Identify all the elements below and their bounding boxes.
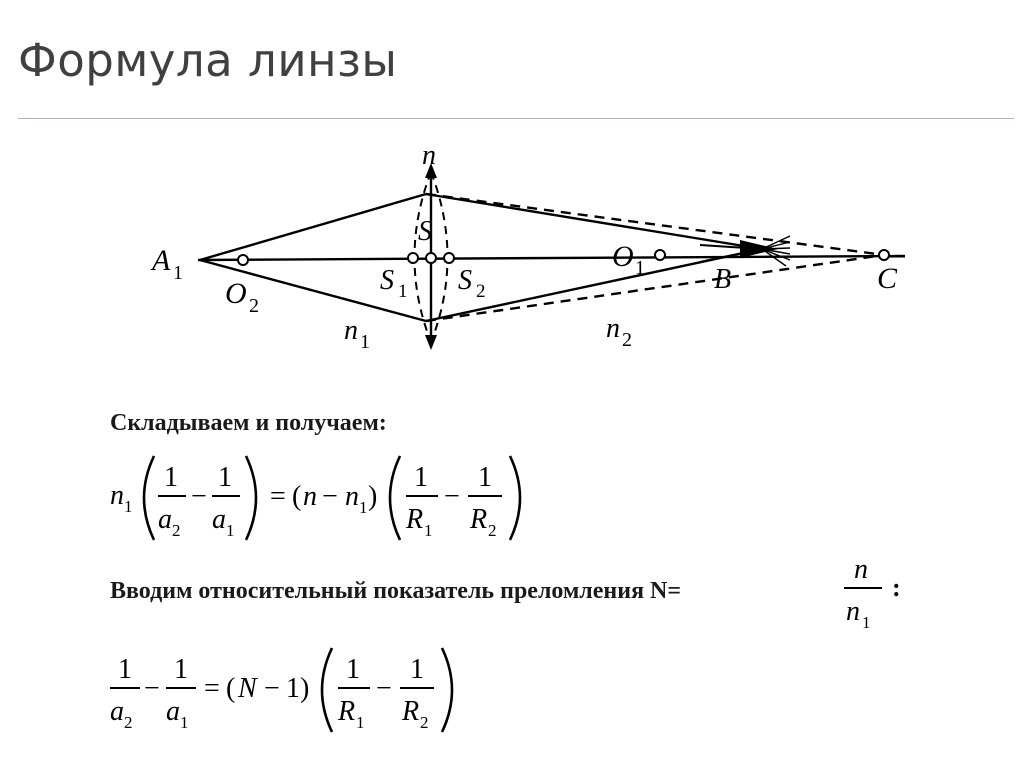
f2-R1: R — [338, 696, 356, 727]
label-S2-sub: 2 — [476, 281, 486, 302]
f1-n1-b-sub: 1 — [359, 498, 368, 517]
f1-one-c: 1 — [414, 462, 428, 493]
label-S1-sub: 1 — [398, 281, 408, 302]
f2-one-e: 1 — [410, 654, 424, 685]
label-C: C — [877, 262, 898, 295]
f2-R1-sub: 1 — [356, 713, 365, 732]
f2-a1-sub: 1 — [180, 713, 189, 732]
f2-one-c: 1 — [286, 673, 300, 704]
f1-one-b: 1 — [218, 462, 232, 493]
label-A: A — [152, 244, 171, 277]
formula-2 — [100, 640, 480, 740]
f2-minus-c: − — [376, 673, 392, 704]
label-n2-sub: 2 — [622, 329, 632, 351]
f2-one-d: 1 — [346, 654, 360, 685]
f1-n1-sub: 1 — [124, 497, 133, 516]
f2-a2-sub: 2 — [124, 713, 133, 732]
label-n2: n — [606, 313, 620, 344]
f1-R2-sub: 2 — [488, 521, 497, 540]
ray-upper-dashed — [426, 194, 884, 255]
f1-one-d: 1 — [478, 462, 492, 493]
f2-minus-b: − — [264, 673, 280, 704]
label-n1: n — [344, 315, 358, 346]
point-S — [426, 253, 436, 263]
f1-eq: = — [270, 481, 286, 512]
label-O1: O — [612, 240, 634, 273]
f2-a2: a — [110, 696, 124, 727]
lens-arrow-down — [425, 335, 437, 350]
f1-n: n — [303, 481, 317, 512]
f1-R1-sub: 1 — [424, 521, 433, 540]
f1-a2: a — [158, 504, 172, 535]
point-C — [879, 250, 889, 260]
optical-axis — [198, 256, 905, 260]
f2-R2: R — [402, 696, 420, 727]
ratio-denominator-sub: 1 — [862, 613, 871, 632]
f1-paren-1-right — [246, 456, 256, 540]
label-S1: S — [380, 265, 394, 296]
formula-1 — [100, 448, 560, 548]
f1-minus-b: − — [322, 481, 338, 512]
label-O1-sub: 1 — [635, 257, 645, 279]
label-O2-sub: 2 — [249, 295, 259, 317]
f1-minus-a: − — [191, 481, 207, 512]
f1-a1-sub: 1 — [226, 521, 235, 540]
point-O2 — [238, 255, 248, 265]
f1-R1: R — [406, 504, 424, 535]
f1-a1: a — [212, 504, 226, 535]
f1-a2-sub: 2 — [172, 521, 181, 540]
label-S2: S — [458, 265, 472, 296]
point-S2 — [444, 253, 454, 263]
f1-one-a: 1 — [164, 462, 178, 493]
ratio-colon: : — [892, 573, 901, 602]
f1-minus-c: − — [444, 481, 460, 512]
label-B: B — [714, 264, 732, 295]
step2-text: Вводим относительный показатель преломления N= — [110, 578, 682, 604]
label-A-sub: 1 — [173, 262, 183, 284]
f2-paren-right — [442, 648, 452, 732]
f1-paren-1-left — [144, 456, 154, 540]
f1-lparen: ( — [292, 481, 302, 512]
f1-n1-b: n — [345, 481, 359, 512]
f2-N: N — [238, 673, 257, 704]
ratio-fraction — [840, 552, 910, 632]
point-O1 — [655, 250, 665, 260]
point-S1 — [408, 253, 418, 263]
f1-rparen: ) — [368, 481, 378, 512]
f2-lparen: ( — [226, 673, 236, 704]
f2-minus-a: − — [144, 673, 160, 704]
f2-one-b: 1 — [174, 654, 188, 685]
f1-n1: n — [110, 480, 124, 511]
f1-paren-2-right — [510, 456, 520, 540]
ratio-denominator: n — [846, 596, 860, 627]
f2-R2-sub: 2 — [420, 713, 429, 732]
focus-arrow-b — [740, 240, 778, 258]
label-O2: O — [225, 277, 247, 310]
slide-title: Формула линзы — [18, 34, 398, 87]
f1-R2: R — [470, 504, 488, 535]
f2-a1: a — [166, 696, 180, 727]
f1-paren-2-left — [390, 456, 400, 540]
f2-one-a: 1 — [118, 654, 132, 685]
ray-lower-dashed — [426, 255, 884, 321]
label-S: S — [418, 216, 432, 247]
label-n: n — [422, 140, 436, 171]
ratio-numerator: n — [854, 554, 868, 585]
ray-upper-in — [200, 194, 426, 260]
f2-rparen: ) — [300, 673, 310, 704]
f2-paren-left — [322, 648, 332, 732]
step1-text: Складываем и получаем: — [110, 410, 387, 436]
label-n1-sub: 1 — [360, 331, 370, 353]
ray-upper-out — [426, 194, 762, 249]
f2-eq: = — [204, 673, 220, 704]
